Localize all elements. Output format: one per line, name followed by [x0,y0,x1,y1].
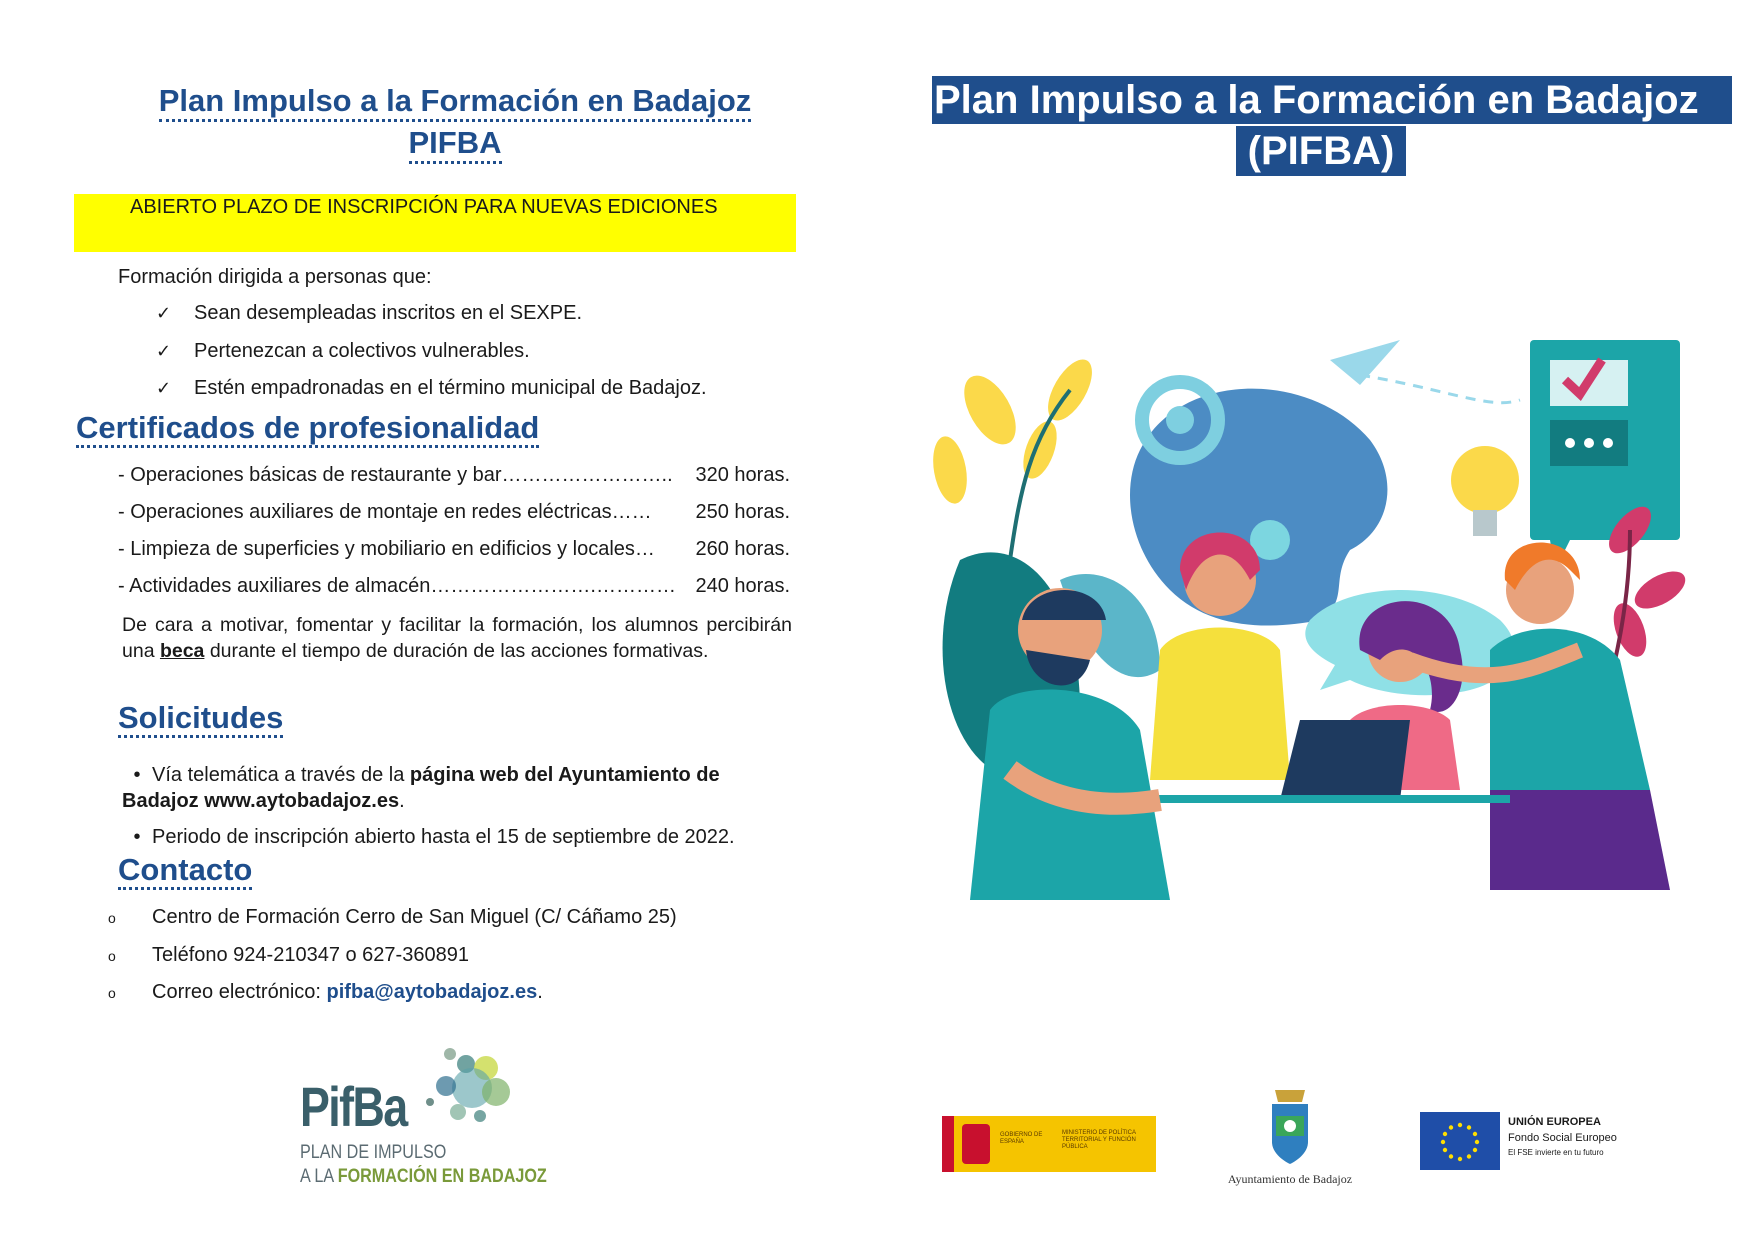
certificate-name: - Limpieza de superficies y mobiliario en edificios y locales… [118,538,655,560]
solicitudes-heading: Solicitudes [118,700,283,736]
contact-item: o Centro de Formación Cerro de San Miguel (C/ Cáñamo 25) [108,906,677,928]
intro-text: Formación dirigida a personas que: [118,266,432,288]
circle-bullet-icon: o [108,910,116,926]
certificate-row [118,538,790,561]
certificate-hours: 320 horas. [695,464,790,486]
certificate-row [118,575,790,598]
certificate-name: - Operaciones auxiliares de montaje en redes eléctricas…… [118,501,652,523]
circle-bullet-icon: o [108,985,116,1001]
solicitud-item: • Periodo de inscripción abierto hasta el 15 de septiembre de 2022. [122,824,792,850]
eu-flag-icon [1420,1112,1500,1170]
pifba-logo-line2: A LA FORMACIÓN EN BADAJOZ [300,1166,547,1187]
certificates-heading: Certificados de profesionalidad [76,410,539,446]
email-link[interactable]: pifba@aytobadajoz.es [326,981,538,1003]
pifba-logo-name: PifBa [300,1075,407,1138]
requirement-item: ✓ Estén empadronadas en el término municipal de Badajoz. [156,377,707,399]
solicitud-item: • Vía telemática a través de la página web del Ayuntamiento de Badajoz www.aytobadajoz.es. [122,764,720,812]
eu-logo: UNIÓN EUROPEA Fondo Social Europeo El FSE invierte en tu futuro [1420,1112,1668,1174]
registration-banner-text: ABIERTO PLAZO DE INSCRIPCIÓN PARA NUEVAS EDICIONES [130,196,718,218]
certificate-name: - Actividades auxiliares de almacén…………………….………… [118,575,676,597]
bullet-icon: • [133,826,141,848]
right-title-line1: Plan Impulso a la Formación en Badajoz [932,76,1732,124]
check-icon: ✓ [156,378,172,399]
paper-plane-icon [1330,340,1400,385]
certificate-hours: 260 horas. [695,538,790,560]
pifba-logo [300,1046,547,1196]
right-title-line2: (PIFBA) [1236,126,1406,176]
ayuntamiento-logo [1210,1086,1370,1196]
coat-of-arms-icon [962,1124,990,1164]
team-illustration-graphic [930,330,1690,900]
contact-item: o Correo electrónico: pifba@aytobadajoz.es. [108,981,543,1003]
desk [1110,795,1510,803]
check-icon: ✓ [156,303,172,324]
gobierno-logo: GOBIERNO DE ESPAÑA MINISTERIO DE POLÍTICA TERRITORIAL Y FUNCIÓN PÚBLICA [942,1116,1156,1172]
team-illustration [930,330,1690,900]
requirement-item: ✓ Pertenezcan a colectivos vulnerables. [156,340,530,362]
beca-word: beca [159,640,205,662]
certificate-hours: 250 horas. [695,501,790,523]
certificate-row [118,501,790,524]
certificate-row [118,464,790,487]
contacto-heading: Contacto [118,852,252,888]
left-title-line2: PIFBA [409,125,502,164]
ayuntamiento-caption: Ayuntamiento de Badajoz [1227,1172,1353,1186]
left-title [120,80,790,164]
check-icon: ✓ [156,341,172,362]
website-link[interactable]: página web del Ayuntamiento de Badajoz www.aytobadajoz.es [122,764,720,812]
certificate-hours: 240 horas. [695,575,790,597]
requirement-item: ✓ Sean desempleadas inscritos en el SEXPE. [156,302,582,324]
laptop-icon [1280,720,1410,800]
lightbulb-icon [1451,446,1519,514]
pifba-logo-line1: PLAN DE IMPULSO [300,1142,447,1163]
beca-paragraph: De cara a motivar, fomentar y facilitar la formación, los alumnos percibirán una beca durante el tiempo de duración de las acciones formativas. [122,614,792,662]
ayuntamiento-crest-icon [1210,1086,1370,1166]
contact-item: o Teléfono 924-210347 o 627-360891 [108,944,469,966]
bullet-icon: • [133,764,141,786]
certificate-name: - Operaciones básicas de restaurante y bar…………………….. [118,464,673,486]
left-title-line1: Plan Impulso a la Formación en Badajoz [159,83,752,122]
circle-bullet-icon: o [108,948,116,964]
